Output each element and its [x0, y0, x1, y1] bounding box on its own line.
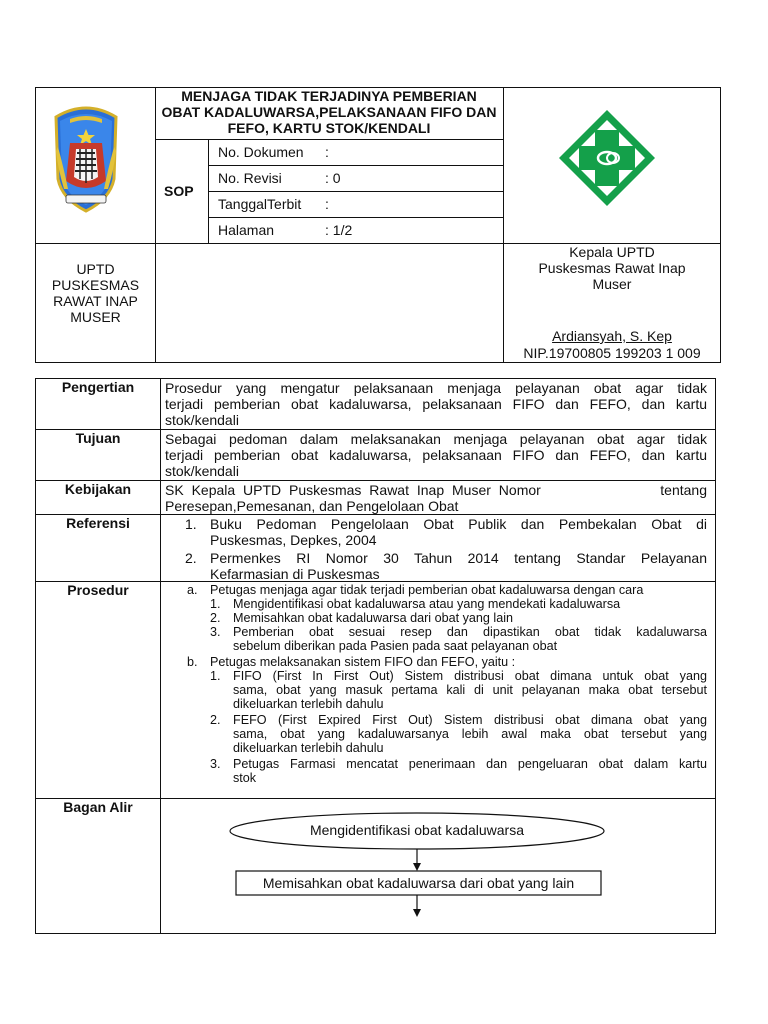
text-line: Memisahkan obat kadaluwarsa dari obat yang lain	[233, 611, 514, 625]
text-line: sebelum diberikan pada Pasien pada saat pelayanan obat	[233, 639, 558, 653]
text-line: stok	[233, 771, 257, 785]
divider	[208, 191, 503, 192]
regency-logo	[50, 103, 122, 215]
text-line: Permenkes RI Nomor 30 Tahun 2014 tentang Standar Pelayanan	[210, 550, 707, 566]
text-line: stok/kendali	[165, 412, 239, 428]
divider	[155, 87, 156, 363]
puskesmas-logo	[557, 108, 657, 208]
text-line: dikeluarkan terlebih dahulu	[233, 697, 384, 711]
text-line: tentang	[660, 482, 707, 498]
meta-key-page: Halaman	[218, 222, 275, 238]
list-item	[165, 713, 707, 755]
list-item	[165, 597, 707, 611]
list-item	[165, 516, 707, 548]
head-title	[504, 244, 720, 292]
section-text-referensi	[165, 516, 707, 582]
text-line: Petugas menjaga agar tidak terjadi pemberian obat kadaluwarsa dengan cara	[210, 583, 644, 597]
text-line: Sebagai pedoman dalam melaksanakan menjaga pelayanan obat agar tidak	[165, 431, 707, 447]
head-title-line: Kepala UPTD	[569, 244, 655, 260]
meta-key-revision: No. Revisi	[218, 170, 282, 186]
unit-name-line: PUSKESMAS	[51, 277, 140, 293]
meta-value-document-number: :	[325, 144, 329, 160]
text-line: Prosedur yang mengatur pelaksanaan menjaga pelayanan obat agar tidak	[165, 380, 707, 396]
section-label-bagan-alir: Bagan Alir	[63, 799, 133, 815]
list-item	[165, 757, 707, 785]
flow-step-2-text: Memisahkan obat kadaluwarsa dari obat yang lain	[262, 875, 575, 891]
section-text-prosedur	[165, 583, 707, 785]
list-item	[165, 583, 707, 597]
unit-name-line: MUSER	[70, 309, 121, 325]
list-number: 1.	[210, 597, 221, 611]
list-number: 2.	[185, 550, 197, 566]
list-number: 3.	[210, 625, 221, 639]
text-line: Mengidentifikasi obat kadaluwarsa atau yang mendekati kadaluwarsa	[233, 597, 621, 611]
section-text-tujuan	[165, 431, 707, 479]
unit-name	[36, 261, 155, 325]
document-title: MENJAGA TIDAK TERJADINYA PEMBERIAN OBAT KADALUWARSA,PELAKSANAAN FIFO DAN FEFO, KARTU STOK/KENDALI	[161, 88, 497, 136]
list-number: 1.	[185, 516, 197, 532]
text-line: dikeluarkan terlebih dahulu	[233, 741, 384, 755]
list-number: 2.	[210, 611, 221, 625]
signer-name: Ardiansyah, S. Kep	[552, 328, 672, 344]
list-item	[165, 611, 707, 625]
text-line: Pemberian obat sesuai resep dan dipastikan obat tidak kadaluwarsa	[233, 625, 707, 639]
section-text-kebijakan	[165, 482, 707, 514]
meta-key-document-number: No. Dokumen	[218, 144, 304, 160]
text-line: Buku Pedoman Pengelolaan Obat Publik dan Pembekalan Obat di	[210, 516, 707, 532]
meta-value-page: : 1/2	[325, 222, 353, 238]
list-item	[165, 625, 707, 653]
list-number: 1.	[210, 669, 221, 683]
section-text-pengertian	[165, 380, 707, 428]
text-line: sama, obat yang kadaluwarsanya lebih awal maka obat tersebut yang	[233, 727, 707, 741]
text-line: stok/kendali	[165, 463, 239, 479]
list-number: 3.	[210, 757, 221, 771]
list-marker: b.	[187, 655, 198, 669]
text-line: FEFO (First Expired First Out) Sistem distribusi obat dimana obat yang	[233, 713, 707, 727]
section-label-pengertian: Pengertian	[61, 379, 135, 395]
unit-name-line: UPTD	[76, 261, 115, 277]
list-number: 2.	[210, 713, 221, 727]
meta-value-issue-date: :	[325, 196, 329, 212]
text-line: terjadi pemberian obat kadaluwarsa, pelaksanaan FIFO dan FEFO, dan kartu	[165, 396, 707, 412]
text-line: Kefarmasian di Puskesmas	[210, 566, 380, 582]
signer-nip: NIP.19700805 199203 1 009	[523, 345, 701, 361]
head-title-line: Muser	[592, 276, 632, 292]
text-line: terjadi pemberian obat kadaluwarsa, pelaksanaan FIFO dan FEFO, dan kartu	[165, 447, 707, 463]
section-label-tujuan: Tujuan	[75, 430, 121, 446]
head-title-line: Puskesmas Rawat Inap	[538, 260, 686, 276]
text-line: Petugas melaksanakan sistem FIFO dan FEFO, yaitu :	[210, 655, 516, 669]
unit-name-line: RAWAT INAP	[53, 293, 138, 309]
flow-step-1-text: Mengidentifikasi obat kadaluwarsa	[309, 822, 524, 838]
divider	[208, 165, 503, 166]
sop-label: SOP	[164, 183, 194, 199]
text-line: sama, obat yang masuk pertama kali di unit pelayanan maka obat tersebut	[233, 683, 707, 697]
divider	[208, 217, 503, 218]
flow-arrowhead-1	[413, 863, 421, 871]
text-line: Petugas Farmasi mencatat penerimaan dan pengeluaran obat dalam kartu	[233, 757, 707, 771]
divider	[503, 87, 504, 363]
text-line: Peresepan,Pemesanan, dan Pengelolaan Obat	[165, 498, 459, 514]
section-label-prosedur: Prosedur	[67, 582, 129, 598]
list-item	[165, 655, 707, 669]
meta-value-revision: : 0	[325, 170, 341, 186]
meta-key-issue-date: TanggalTerbit	[218, 196, 302, 212]
list-marker: a.	[187, 583, 198, 597]
text-line: Puskesmas, Depkes, 2004	[210, 532, 377, 548]
list-item	[165, 669, 707, 711]
section-label-referensi: Referensi	[66, 515, 130, 531]
flow-arrowhead-2	[413, 909, 421, 917]
list-item	[165, 550, 707, 582]
text-line: SK Kepala UPTD Puskesmas Rawat Inap Muser Nomor	[165, 482, 541, 498]
text-line: FIFO (First In First Out) Sistem distribusi obat dimana untuk obat yang	[233, 669, 707, 683]
flowchart	[161, 799, 715, 933]
section-label-kebijakan: Kebijakan	[64, 481, 132, 497]
